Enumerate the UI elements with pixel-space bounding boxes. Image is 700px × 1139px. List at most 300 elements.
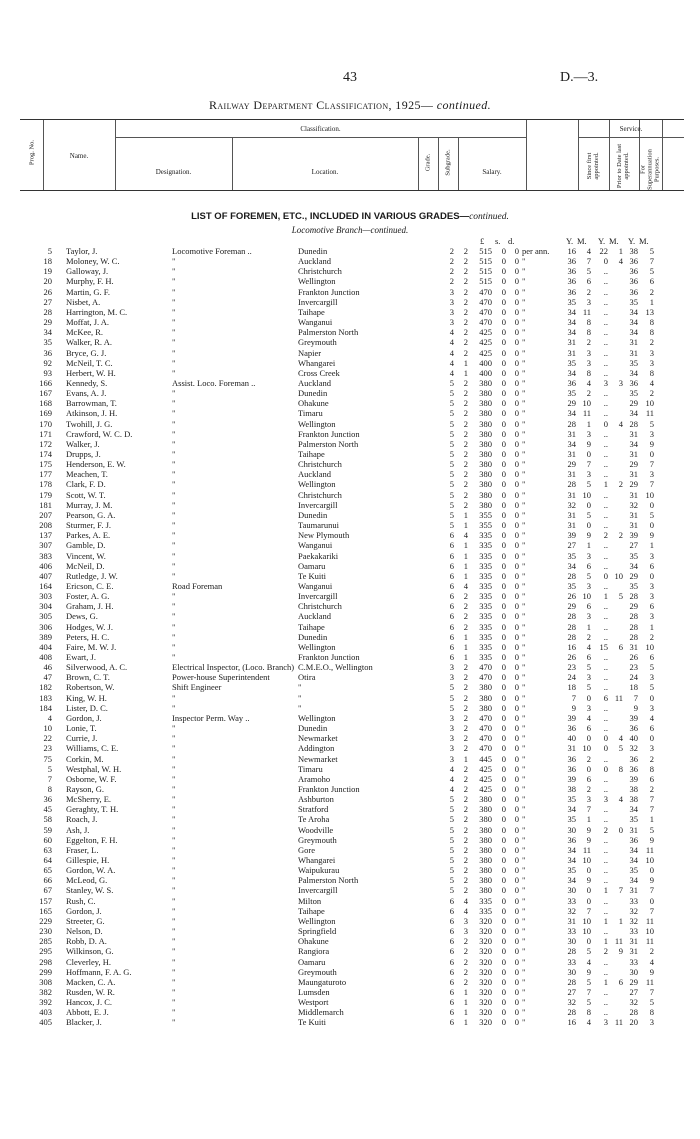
prog-no-cell: 307 [39,540,52,551]
table-row [0,317,700,327]
name-cell: Sturmer, F. J. [66,520,112,531]
name-cell: Crawford, W. C. D. [66,428,133,439]
since-first-months-cell: 0 [586,895,591,906]
location-cell: Auckland [298,611,332,622]
page-reference: D.—3. [560,70,599,85]
table-row [0,794,700,804]
since-first-months-cell: 11 [582,408,591,419]
prog-no-cell: 167 [39,388,52,399]
salary-pounds-cell: 380 [479,377,492,388]
designation-cell: " [172,763,176,774]
location-cell: Frankton Junction [298,286,360,297]
name-cell: McNeil, D. [66,560,105,571]
salary-shillings-cell: 0 [501,926,506,937]
salary-shillings-cell: 0 [501,286,506,297]
super-months-cell: 11 [645,976,654,987]
salary-pence-cell: 0 [514,652,519,662]
prog-no-cell: 10 [43,723,52,734]
table-row [0,957,700,967]
prior-years-cell: 1 [603,915,608,926]
prog-no-cell: 45 [43,804,52,815]
salary-shillings-cell: 0 [501,438,506,449]
grade-cell: 5 [449,459,454,470]
name-cell: Corkin, M. [66,753,104,764]
since-first-months-cell: 5 [586,946,591,957]
table-row [0,368,700,378]
location-cell: Te Kuiti [298,1017,326,1028]
salary-shillings-cell: 0 [501,966,506,977]
grade-cell: 2 [449,246,454,256]
super-years-cell: 9 [633,702,638,713]
since-first-years-cell: 36 [567,834,576,845]
name-cell: Kennedy, S. [66,377,108,388]
super-months-cell: 6 [649,773,654,784]
salary-pence-cell: 0 [514,357,519,368]
prior-years-cell: .. [603,611,608,622]
designation-cell: " [172,367,176,378]
super-years-cell: 35 [629,814,638,825]
name-cell: Abbott, E. J. [66,1007,109,1018]
since-first-months-cell: 5 [586,509,591,520]
super-years-cell: 29 [629,459,638,470]
since-first-months-cell: 6 [586,560,591,571]
subgrade-cell: 2 [463,743,468,754]
location-cell: Middlemarch [298,1007,344,1018]
salary-shillings-cell: 0 [501,662,506,673]
subgrade-cell: 2 [463,814,468,825]
since-first-months-cell: 9 [586,530,591,541]
location-cell: Woodville [298,824,334,835]
prior-years-cell: 3 [603,377,608,388]
prior-years-cell: .. [603,580,608,591]
location-cell: Aramoho [298,773,331,784]
super-months-cell: 3 [649,591,654,602]
prior-years-cell: .. [603,408,608,419]
grade-cell: 3 [449,296,454,307]
subgrade-cell: 2 [463,428,468,439]
designation-cell: " [172,824,176,835]
super-years-cell: 24 [629,672,638,683]
salary-shillings-cell: 0 [501,306,506,317]
name-cell: Brown, C. T. [66,672,110,683]
prog-no-cell: 7 [47,773,52,784]
table-row [0,358,700,368]
salary-pence-cell: 0 [514,794,519,805]
subgrade-cell: 2 [463,712,468,723]
table-row [0,754,700,764]
super-years-cell: 28 [629,621,638,632]
salary-pence-cell: 0 [514,327,519,338]
since-first-months-cell: 0 [586,936,591,947]
since-first-years-cell: 28 [567,479,576,490]
super-years-cell: 34 [629,560,638,571]
prog-no-cell: 183 [39,692,52,703]
subgrade-cell: 2 [463,692,468,703]
table-row [0,743,700,753]
prior-years-cell: .. [603,783,608,794]
prior-years-cell: .. [603,855,608,865]
salary-pounds-cell: 380 [479,885,492,896]
super-months-cell: 7 [649,804,654,815]
subgrade-cell: 2 [463,418,468,429]
super-years-cell: 38 [629,794,638,805]
super-years-cell: 36 [629,834,638,845]
salary-pounds-cell: 335 [479,530,492,541]
name-cell: Ericson, C. E. [66,580,114,591]
since-first-months-cell: 0 [586,733,591,744]
location-cell: Rangiora [298,946,330,957]
since-first-months-cell: 9 [586,824,591,835]
salary-period-cell: " [522,682,526,693]
grade-cell: 6 [449,641,454,652]
prior-years-cell: 0 [603,733,608,744]
table-row [0,632,700,642]
salary-shillings-cell: 0 [501,885,506,896]
salary-period-cell: " [522,459,526,470]
super-years-cell: 23 [629,662,638,673]
name-cell: Walker, R. A. [66,337,112,348]
name-cell: Rush, C. [66,895,96,906]
prior-years-cell: .. [603,560,608,571]
name-cell: Faire, M. W. J. [66,641,117,652]
grade-cell: 3 [449,733,454,744]
salary-pounds-cell: 380 [479,398,492,409]
prior-years-cell: .. [603,682,608,693]
super-years-cell: 33 [629,926,638,937]
subgrade-cell: 2 [463,266,468,277]
location-cell: Wanganui [298,580,333,591]
salary-pence-cell: 0 [514,743,519,754]
table-row [0,530,700,540]
super-years-cell: 36 [629,266,638,277]
table-row [0,967,700,977]
salary-shillings-cell: 0 [501,489,506,500]
salary-shillings-cell: 0 [501,530,506,541]
salary-shillings-cell: 0 [501,580,506,591]
since-first-months-cell: 1 [586,814,591,825]
super-months-cell: 10 [645,398,654,409]
since-first-months-cell: 11 [582,844,591,855]
super-years-cell: 34 [629,317,638,328]
subgrade-cell: 2 [463,601,468,612]
prior-years-cell: 2 [603,530,608,541]
subgrade-cell: 2 [463,936,468,947]
salary-pence-cell: 0 [514,317,519,328]
location-cell: Wellington [298,712,336,723]
designation-cell: " [172,834,176,845]
super-years-cell: 34 [629,804,638,815]
prog-no-cell: 60 [43,834,52,845]
prior-years-cell: 3 [603,794,608,805]
since-first-years-cell: 34 [567,367,576,378]
location-cell: Addington [298,743,335,754]
salary-period-cell: " [522,631,526,642]
salary-shillings-cell: 0 [501,631,506,642]
prior-years-cell: .. [603,875,608,886]
subgrade-cell: 1 [463,550,468,561]
salary-shillings-cell: 0 [501,834,506,845]
designation-cell: " [172,408,176,419]
super-months-cell: 5 [649,418,654,429]
super-months-cell: 4 [649,712,654,723]
designation-cell: " [172,804,176,815]
table-row [0,469,700,479]
location-cell: Dunedin [298,509,328,520]
since-first-years-cell: 30 [567,885,576,896]
table-row [0,733,700,743]
location-cell: Paekakariki [298,550,339,561]
super-years-cell: 36 [629,753,638,764]
prior-years-cell: 6 [603,692,608,703]
grade-cell: 2 [449,276,454,287]
subgrade-cell: 2 [463,479,468,490]
since-first-years-cell: 28 [567,1007,576,1018]
name-cell: Rutledge, J. W. [66,570,118,581]
salary-pounds-cell: 470 [479,317,492,328]
prog-no-cell: 407 [39,570,52,581]
salary-shillings-cell: 0 [501,652,506,662]
prior-years-cell: .. [603,773,608,784]
subgrade-cell: 2 [463,408,468,419]
salary-shillings-cell: 0 [501,915,506,926]
salary-pounds-cell: 470 [479,662,492,673]
since-first-years-cell: 34 [567,804,576,815]
grade-cell: 6 [449,611,454,622]
salary-pounds-cell: 320 [479,956,492,967]
prior-years-cell: .. [603,712,608,723]
designation-cell: " [172,327,176,338]
salary-period-cell: " [522,388,526,399]
since-first-months-cell: 6 [586,276,591,287]
super-months-cell: 1 [649,814,654,825]
table-row [0,682,700,692]
grade-cell: 5 [449,692,454,703]
prog-no-cell: 389 [39,631,52,642]
super-months-cell: 7 [649,986,654,997]
super-months-cell: 8 [649,327,654,338]
salary-shillings-cell: 0 [501,865,506,876]
salary-pence-cell: 0 [514,337,519,348]
super-years-cell: 34 [629,327,638,338]
prog-no-cell: 5 [47,763,52,774]
super-months-cell: 0 [649,692,654,703]
table-row [0,622,700,632]
super-years-cell: 35 [629,388,638,399]
designation-cell: " [172,560,176,571]
grade-cell: 6 [449,601,454,612]
salary-shillings-cell: 0 [501,986,506,997]
subgrade-cell: 1 [463,520,468,531]
since-first-years-cell: 27 [567,540,576,551]
name-cell: Peters, H. C. [66,631,110,642]
subgrade-cell: 1 [463,753,468,764]
grade-cell: 6 [449,966,454,977]
prog-no-cell: 47 [43,672,52,683]
designation-cell: Assist. Loco. Foreman .. [172,377,256,388]
salary-pence-cell: 0 [514,672,519,683]
super-months-cell: 4 [649,377,654,388]
table-row [0,611,700,621]
prog-no-cell: 174 [39,449,52,459]
salary-shillings-cell: 0 [501,956,506,967]
grade-cell: 5 [449,428,454,439]
since-first-years-cell: 36 [567,377,576,388]
table-row [0,1007,700,1017]
super-years-cell: 34 [629,408,638,419]
salary-shillings-cell: 0 [501,692,506,703]
salary-pence-cell: 0 [514,449,519,459]
location-cell: Newmarket [298,753,338,764]
salary-period-cell: " [522,1017,526,1028]
name-cell: Scott, W. T. [66,489,106,500]
table-row [0,662,700,672]
subgrade-cell: 1 [463,986,468,997]
super-months-cell: 2 [649,753,654,764]
salary-pence-cell: 0 [514,966,519,977]
subgrade-cell: 1 [463,997,468,1008]
grade-cell: 6 [449,591,454,602]
name-cell: Herbert, W. H. [66,367,116,378]
salary-period-cell: " [522,540,526,551]
table-row [0,561,700,571]
grade-cell: 6 [449,997,454,1008]
prior-years-cell: .. [603,337,608,348]
prior-months-cell: 2 [618,479,623,490]
super-years-cell: 31 [629,641,638,652]
salary-pence-cell: 0 [514,418,519,429]
prog-no-cell: 295 [39,946,52,957]
divider [578,137,684,138]
salary-period-cell: " [522,712,526,723]
subgrade-cell: 2 [463,875,468,886]
salary-pounds-cell: 425 [479,347,492,358]
super-months-cell: 6 [649,601,654,612]
name-cell: Blacker, J. [66,1017,102,1028]
prior-years-cell: .. [603,469,608,480]
super-months-cell: 11 [645,936,654,947]
super-years-cell: 32 [629,743,638,754]
location-cell: Frankton Junction [298,428,360,439]
since-first-months-cell: 3 [586,611,591,622]
salary-pence-cell: 0 [514,377,519,388]
salary-shillings-cell: 0 [501,317,506,328]
salary-pence-cell: 0 [514,601,519,612]
designation-cell: " [172,905,176,916]
subgrade-cell: 2 [463,865,468,876]
salary-period-cell: " [522,824,526,835]
designation-cell: " [172,885,176,896]
name-cell: Clark, F. D. [66,479,106,490]
salary-pence-cell: 0 [514,580,519,591]
super-years-cell: 28 [629,1007,638,1018]
prog-no-cell: 8 [47,783,52,794]
table-row [0,693,700,703]
salary-period-cell: " [522,296,526,307]
salary-period-cell: " [522,398,526,409]
location-cell: Timaru [298,408,323,419]
grade-cell: 5 [449,418,454,429]
grade-cell: 4 [449,763,454,774]
subgrade-cell: 2 [463,662,468,673]
salary-pence-cell: 0 [514,926,519,937]
salary-period-cell: " [522,509,526,520]
salary-pence-cell: 0 [514,550,519,561]
name-cell: Murray, J. M. [66,499,113,510]
super-months-cell: 3 [649,611,654,622]
subgrade-cell: 2 [463,621,468,632]
name-cell: Nelson, D. [66,926,103,937]
prog-no-cell: 137 [39,530,52,541]
grade-cell: 5 [449,855,454,865]
header-superannuation: For Superannuation Purposes. [639,149,661,190]
prior-years-cell: .. [603,601,608,612]
prior-years-cell: .. [603,520,608,531]
since-first-months-cell: 10 [582,591,591,602]
salary-pounds-cell: 470 [479,723,492,734]
location-cell: Christchurch [298,266,342,277]
prog-no-cell: 184 [39,702,52,713]
location-cell: New Plymouth [298,530,350,541]
salary-pounds-cell: 515 [479,246,492,256]
super-months-cell: 2 [649,337,654,348]
grade-cell: 6 [449,560,454,571]
prog-no-cell: 164 [39,580,52,591]
salary-period-cell: " [522,266,526,277]
prog-no-cell: 229 [39,915,52,926]
prog-no-cell: 29 [43,317,52,328]
salary-pence-cell: 0 [514,459,519,470]
since-first-years-cell: 35 [567,550,576,561]
prog-no-cell: 299 [39,966,52,977]
table-row [0,459,700,469]
unit-years: Y. [628,236,636,246]
prior-years-cell: 0 [603,763,608,774]
salary-pence-cell: 0 [514,611,519,622]
salary-pounds-cell: 380 [479,865,492,876]
prior-years-cell: .. [603,834,608,845]
table-row [0,408,700,418]
since-first-years-cell: 33 [567,895,576,906]
since-first-months-cell: 1 [586,621,591,632]
subgrade-cell: 2 [463,347,468,358]
since-first-years-cell: 34 [567,560,576,571]
super-months-cell: 11 [645,844,654,855]
since-first-years-cell: 34 [567,317,576,328]
location-cell: Invercargill [298,296,338,307]
salary-period-cell: " [522,580,526,591]
super-years-cell: 31 [629,885,638,896]
subgrade-cell: 2 [463,956,468,967]
since-first-months-cell: 4 [586,246,591,256]
salary-shillings-cell: 0 [501,428,506,439]
salary-shillings-cell: 0 [501,794,506,805]
subgrade-cell: 2 [463,256,468,267]
designation-cell: Road Foreman [172,580,223,591]
salary-shillings-cell: 0 [501,509,506,520]
grade-cell: 6 [449,580,454,591]
location-cell: Te Aroha [298,814,330,825]
super-months-cell: 0 [649,895,654,906]
salary-pounds-cell: 335 [479,611,492,622]
location-cell: Wanganui [298,317,333,328]
super-years-cell: 31 [629,449,638,459]
grade-cell: 3 [449,723,454,734]
subgrade-cell: 2 [463,388,468,399]
table-row [0,814,700,824]
table-row [0,764,700,774]
since-first-years-cell: 34 [567,327,576,338]
location-cell: Maungaturoto [298,976,347,987]
